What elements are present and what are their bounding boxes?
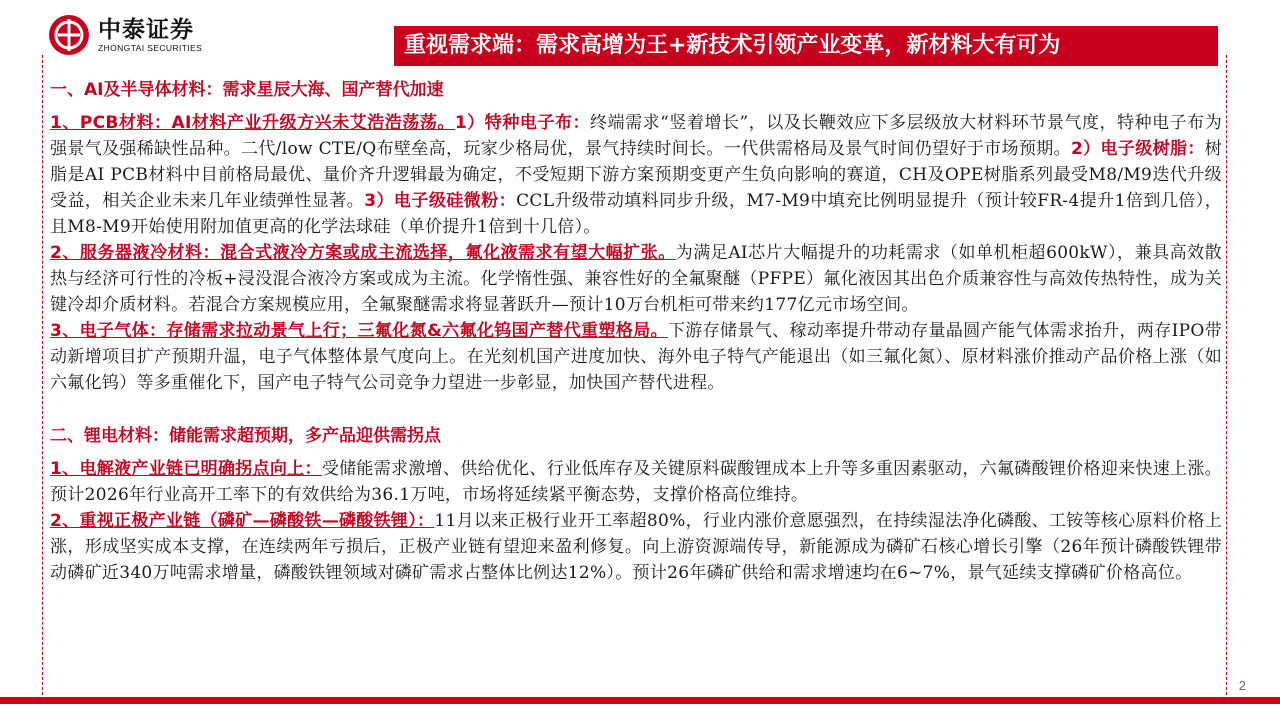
cathode-text: 11月以来正极行业开工率超80%，行业内涨价意愿强烈，在持续湿法净化磷酸、工铵等核心原料价格上涨，形成坚实成本支撑，在连续两年亏损后，正极产业链有望迎来盈利修复。向上游资源端传导，新能源成为磷矿石核心增长引擎（26年预计磷酸铁锂带动磷矿近340万吨需求增量，磷酸铁锂领域对磷矿需求占整体比例达12%）。预计26年磷矿供给和需求增速均在6~7%，景气延续支撑磷矿价格高位。 (50, 511, 1223, 583)
logo-chinese-name: 中泰证券 (98, 16, 194, 43)
paragraph-liquid-cooling (50, 240, 1222, 318)
paragraph-cathode (50, 508, 1222, 586)
gas-lead: 3、电子气体：存储需求拉动景气上行；三氟化氮&六氟化钨国产替代重塑格局。 (50, 321, 668, 341)
cathode-lead: 2、重视正极产业链（磷矿—磷酸铁—磷酸铁锂）： (50, 511, 435, 531)
gas-text: 下游存储景气、稼动率提升带动存量晶圆产能气体需求抬升，两存IPO带动新增项目扩产预期升温，电子气体整体景气度向上。在光刻机国产进度加快、海外电子特气产能退出（如三氟化氮）、原材料涨价推动产品价格上涨（如六氟化钨）等多重催化下，国产电子特气公司竞争力望进一步彰显，加快国产替代进程。 (50, 321, 1222, 393)
right-divider (1226, 55, 1227, 695)
section-heading-ai-semiconductor: 一、AI及半导体材料：需求星辰大海、国产替代加速 (50, 80, 444, 100)
pcb-text1: 终端需求“竖着增长”，以及长鞭效应下多层级放大材料环节景气度，特种电子布为强景气及强稀缺性品种。二代/low CTE/Q布壁垒高，玩家少格局优，景气持续时间长。一代供需格局及景气时间仍望好于市场预期。 (50, 113, 1223, 159)
page-number: 2 (1238, 678, 1246, 693)
pcb-sub3: 3）电子级硅微粉： (364, 191, 517, 211)
cooling-text: 为满足AI芯片大幅提升的功耗需求（如单机柜超600kW），兼具高效散热与经济可行性的冷板+浸没混合液冷方案或成为主流。化学惰性强、兼容性好的全氟聚醚（PFPE）氟化液因其出色介质兼容性与高效传热特性，成为关键冷却介质材料。若混合方案规模应用，全氟聚醚需求将显著跃升—预计10万台机柜可带来约177亿元市场空间。 (50, 243, 1222, 315)
paragraph-pcb-materials (50, 110, 1222, 240)
slide-title: 重视需求端：需求高增为王+新技术引领产业变革，新材料大有可为 (390, 26, 1218, 66)
pcb-text2: 树脂是AI PCB材料中目前格局最优、量价齐升逻辑最为确定，不受短期下游方案预期变更产生负向影响的赛道，CH及OPE树脂系列最受M8/M9迭代升级受益，相关企业未来几年业绩弹性显著。 (50, 139, 1223, 211)
section-heading-lithium: 二、锂电材料：储能需求超预期，多产品迎供需拐点 (50, 426, 441, 446)
cooling-lead: 2、服务器液冷材料：混合式液冷方案或成主流选择，氟化液需求有望大幅扩张。 (50, 243, 676, 263)
left-divider (42, 55, 43, 695)
electrolyte-lead: 1、电解液产业链已明确拐点向上： (50, 459, 322, 479)
company-logo (48, 14, 202, 56)
footer-bar (0, 697, 1280, 704)
pcb-sub1: 1）特种电子布： (454, 113, 591, 133)
zhongtai-logo-icon (48, 14, 90, 56)
logo-english-name: ZHONGTAI SECURITIES (98, 42, 203, 53)
paragraph-electronic-gas (50, 318, 1222, 396)
pcb-text3: CCL升级带动填料同步升级，M7-M9中填充比例明显提升（预计较FR-4提升1倍到几倍），且M8-M9开始使用附加值更高的化学法球硅（单价提升1倍到十几倍）。 (50, 191, 1222, 237)
electrolyte-text: 受储能需求激增、供给优化、行业低库存及关键原料碳酸锂成本上升等多重因素驱动，六氟磷酸锂价格迎来快速上涨。预计2026年行业高开工率下的有效供给为36.1万吨，市场将延续紧平衡态势，支撑价格高位维持。 (50, 459, 1222, 505)
slide-content (50, 76, 1222, 586)
pcb-lead: 1、PCB材料：AI材料产业升级方兴未艾浩浩荡荡。 (50, 113, 455, 133)
pcb-sub2: 2）电子级树脂： (1070, 139, 1205, 159)
paragraph-electrolyte (50, 456, 1222, 508)
